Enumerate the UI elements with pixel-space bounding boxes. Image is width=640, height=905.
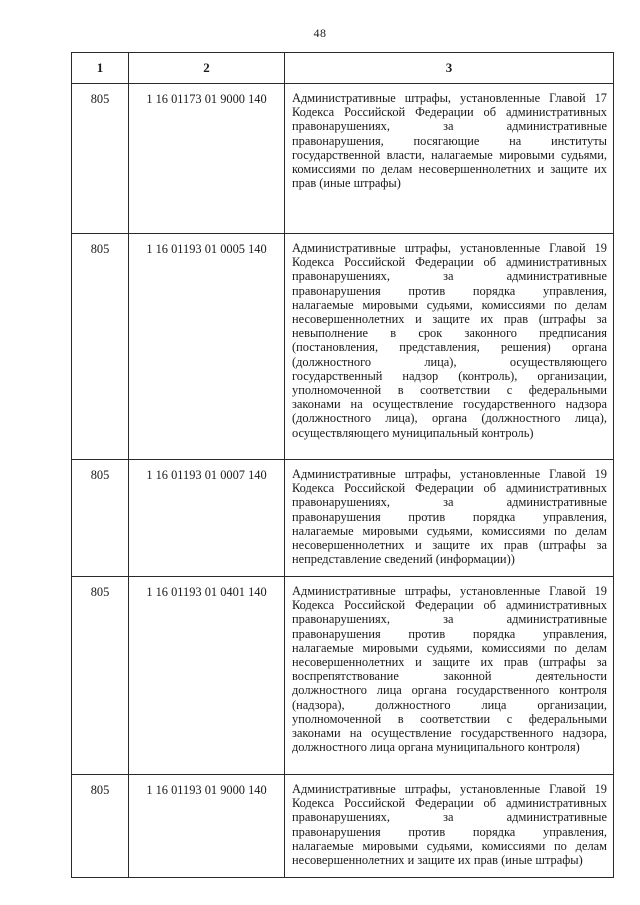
description-line: прав (иные штрафы) xyxy=(292,176,401,191)
description-line: государственный надзор (контроль), организации, xyxy=(292,368,607,383)
table-row xyxy=(72,234,614,460)
description-line: правонарушения против порядка управления, xyxy=(292,509,607,524)
admin-code-cell: 805 xyxy=(72,234,129,460)
description-line: должностного лица органа муниципального контроля) xyxy=(292,740,580,755)
description-line: правонарушениях, за административные xyxy=(292,269,607,284)
description-line: Административные штрафы, установленные Главой 19 xyxy=(292,241,607,255)
table-body xyxy=(72,84,614,878)
table-row xyxy=(72,577,614,775)
description-line: (надзора), должностного лица организации, xyxy=(292,697,607,712)
description-cell xyxy=(285,577,614,775)
table-row xyxy=(72,84,614,234)
description-line: правонарушениях, за административные xyxy=(292,495,607,510)
description-line: правонарушениях, за административные xyxy=(292,119,607,134)
column-header-admin-code: 1 xyxy=(72,53,129,84)
description-line: уполномоченной в соответствии с федеральными xyxy=(292,383,607,398)
description-line: налагаемые мировыми судьями, комиссиями по делам xyxy=(292,523,607,538)
description-line: правонарушения против порядка управления, xyxy=(292,283,607,298)
kbk-code-cell: 1 16 01193 01 0007 140 xyxy=(129,460,285,577)
admin-code-cell: 805 xyxy=(72,577,129,775)
budget-classification-table xyxy=(71,52,614,878)
description-line: Административные штрафы, установленные Главой 17 xyxy=(292,91,607,105)
column-header-description: 3 xyxy=(285,53,614,84)
description-cell xyxy=(285,460,614,577)
description-line: налагаемые мировыми судьями, комиссиями по делам xyxy=(292,640,607,655)
table-header-row xyxy=(72,53,614,84)
description-line: правонарушения, посягающие на институты xyxy=(292,133,607,148)
description-line: Административные штрафы, установленные Главой 19 xyxy=(292,782,607,796)
description-line: Кодекса Российской Федерации об административных xyxy=(292,796,607,811)
description-line: воспрепятствование законной деятельности xyxy=(292,669,607,684)
description-line: уполномоченной в соответствии с федеральными xyxy=(292,711,607,726)
page-number: 48 xyxy=(313,26,327,40)
description-line: (должностного лица), осуществляющего xyxy=(292,354,607,369)
admin-code-cell: 805 xyxy=(72,460,129,577)
description-line: несовершеннолетних и защите их прав (штрафы за xyxy=(292,655,607,670)
description-cell xyxy=(285,84,614,234)
description-line: правонарушения против порядка управления, xyxy=(292,824,607,839)
kbk-code-cell: 1 16 01193 01 0401 140 xyxy=(129,577,285,775)
description-line: Кодекса Российской Федерации об административных xyxy=(292,598,607,613)
description-line: законами на осуществление государственного надзора, xyxy=(292,726,607,741)
description-line: Кодекса Российской Федерации об административных xyxy=(292,105,607,120)
description-line: правонарушениях, за административные xyxy=(292,612,607,627)
description-line: правонарушениях, за административные xyxy=(292,810,607,825)
admin-code-cell: 805 xyxy=(72,775,129,878)
description-line: Кодекса Российской Федерации об административных xyxy=(292,481,607,496)
description-line: осуществляющего муниципальный контроль) xyxy=(292,425,534,440)
description-line: несовершеннолетних и защите их прав (иные штрафы) xyxy=(292,853,583,868)
table-row xyxy=(72,775,614,878)
table-row xyxy=(72,460,614,577)
description-line: (должностного лица), органа (должностного лица), xyxy=(292,411,607,426)
description-line: невыполнение в срок законного предписания xyxy=(292,326,607,341)
description-line: правонарушения против порядка управления, xyxy=(292,626,607,641)
description-line: Административные штрафы, установленные Главой 19 xyxy=(292,467,607,481)
description-line: Административные штрафы, установленные Главой 19 xyxy=(292,584,607,598)
description-line: налагаемые мировыми судьями, комиссиями по делам xyxy=(292,297,607,312)
description-line: Кодекса Российской Федерации об административных xyxy=(292,255,607,270)
description-cell xyxy=(285,234,614,460)
description-line: государственной власти, налагаемые мировыми судьями, xyxy=(292,147,607,162)
admin-code-cell: 805 xyxy=(72,84,129,234)
description-line: комиссиями по делам несовершеннолетних и защите их xyxy=(292,162,607,177)
description-line: налагаемые мировыми судьями, комиссиями по делам xyxy=(292,838,607,853)
kbk-code-cell: 1 16 01173 01 9000 140 xyxy=(129,84,285,234)
description-line: законами на осуществление государственного надзора xyxy=(292,397,607,412)
description-line: несовершеннолетних и защите их прав (штрафы за xyxy=(292,312,607,327)
description-line: несовершеннолетних и защите их прав (штрафы за xyxy=(292,538,607,553)
description-line: (постановления, представления, решения) органа xyxy=(292,340,607,355)
description-cell xyxy=(285,775,614,878)
kbk-code-cell: 1 16 01193 01 9000 140 xyxy=(129,775,285,878)
column-header-kbk-code: 2 xyxy=(129,53,285,84)
kbk-code-cell: 1 16 01193 01 0005 140 xyxy=(129,234,285,460)
description-line: непредставление сведений (информации)) xyxy=(292,552,515,567)
description-line: должностного лица органа государственного контроля xyxy=(292,683,607,698)
